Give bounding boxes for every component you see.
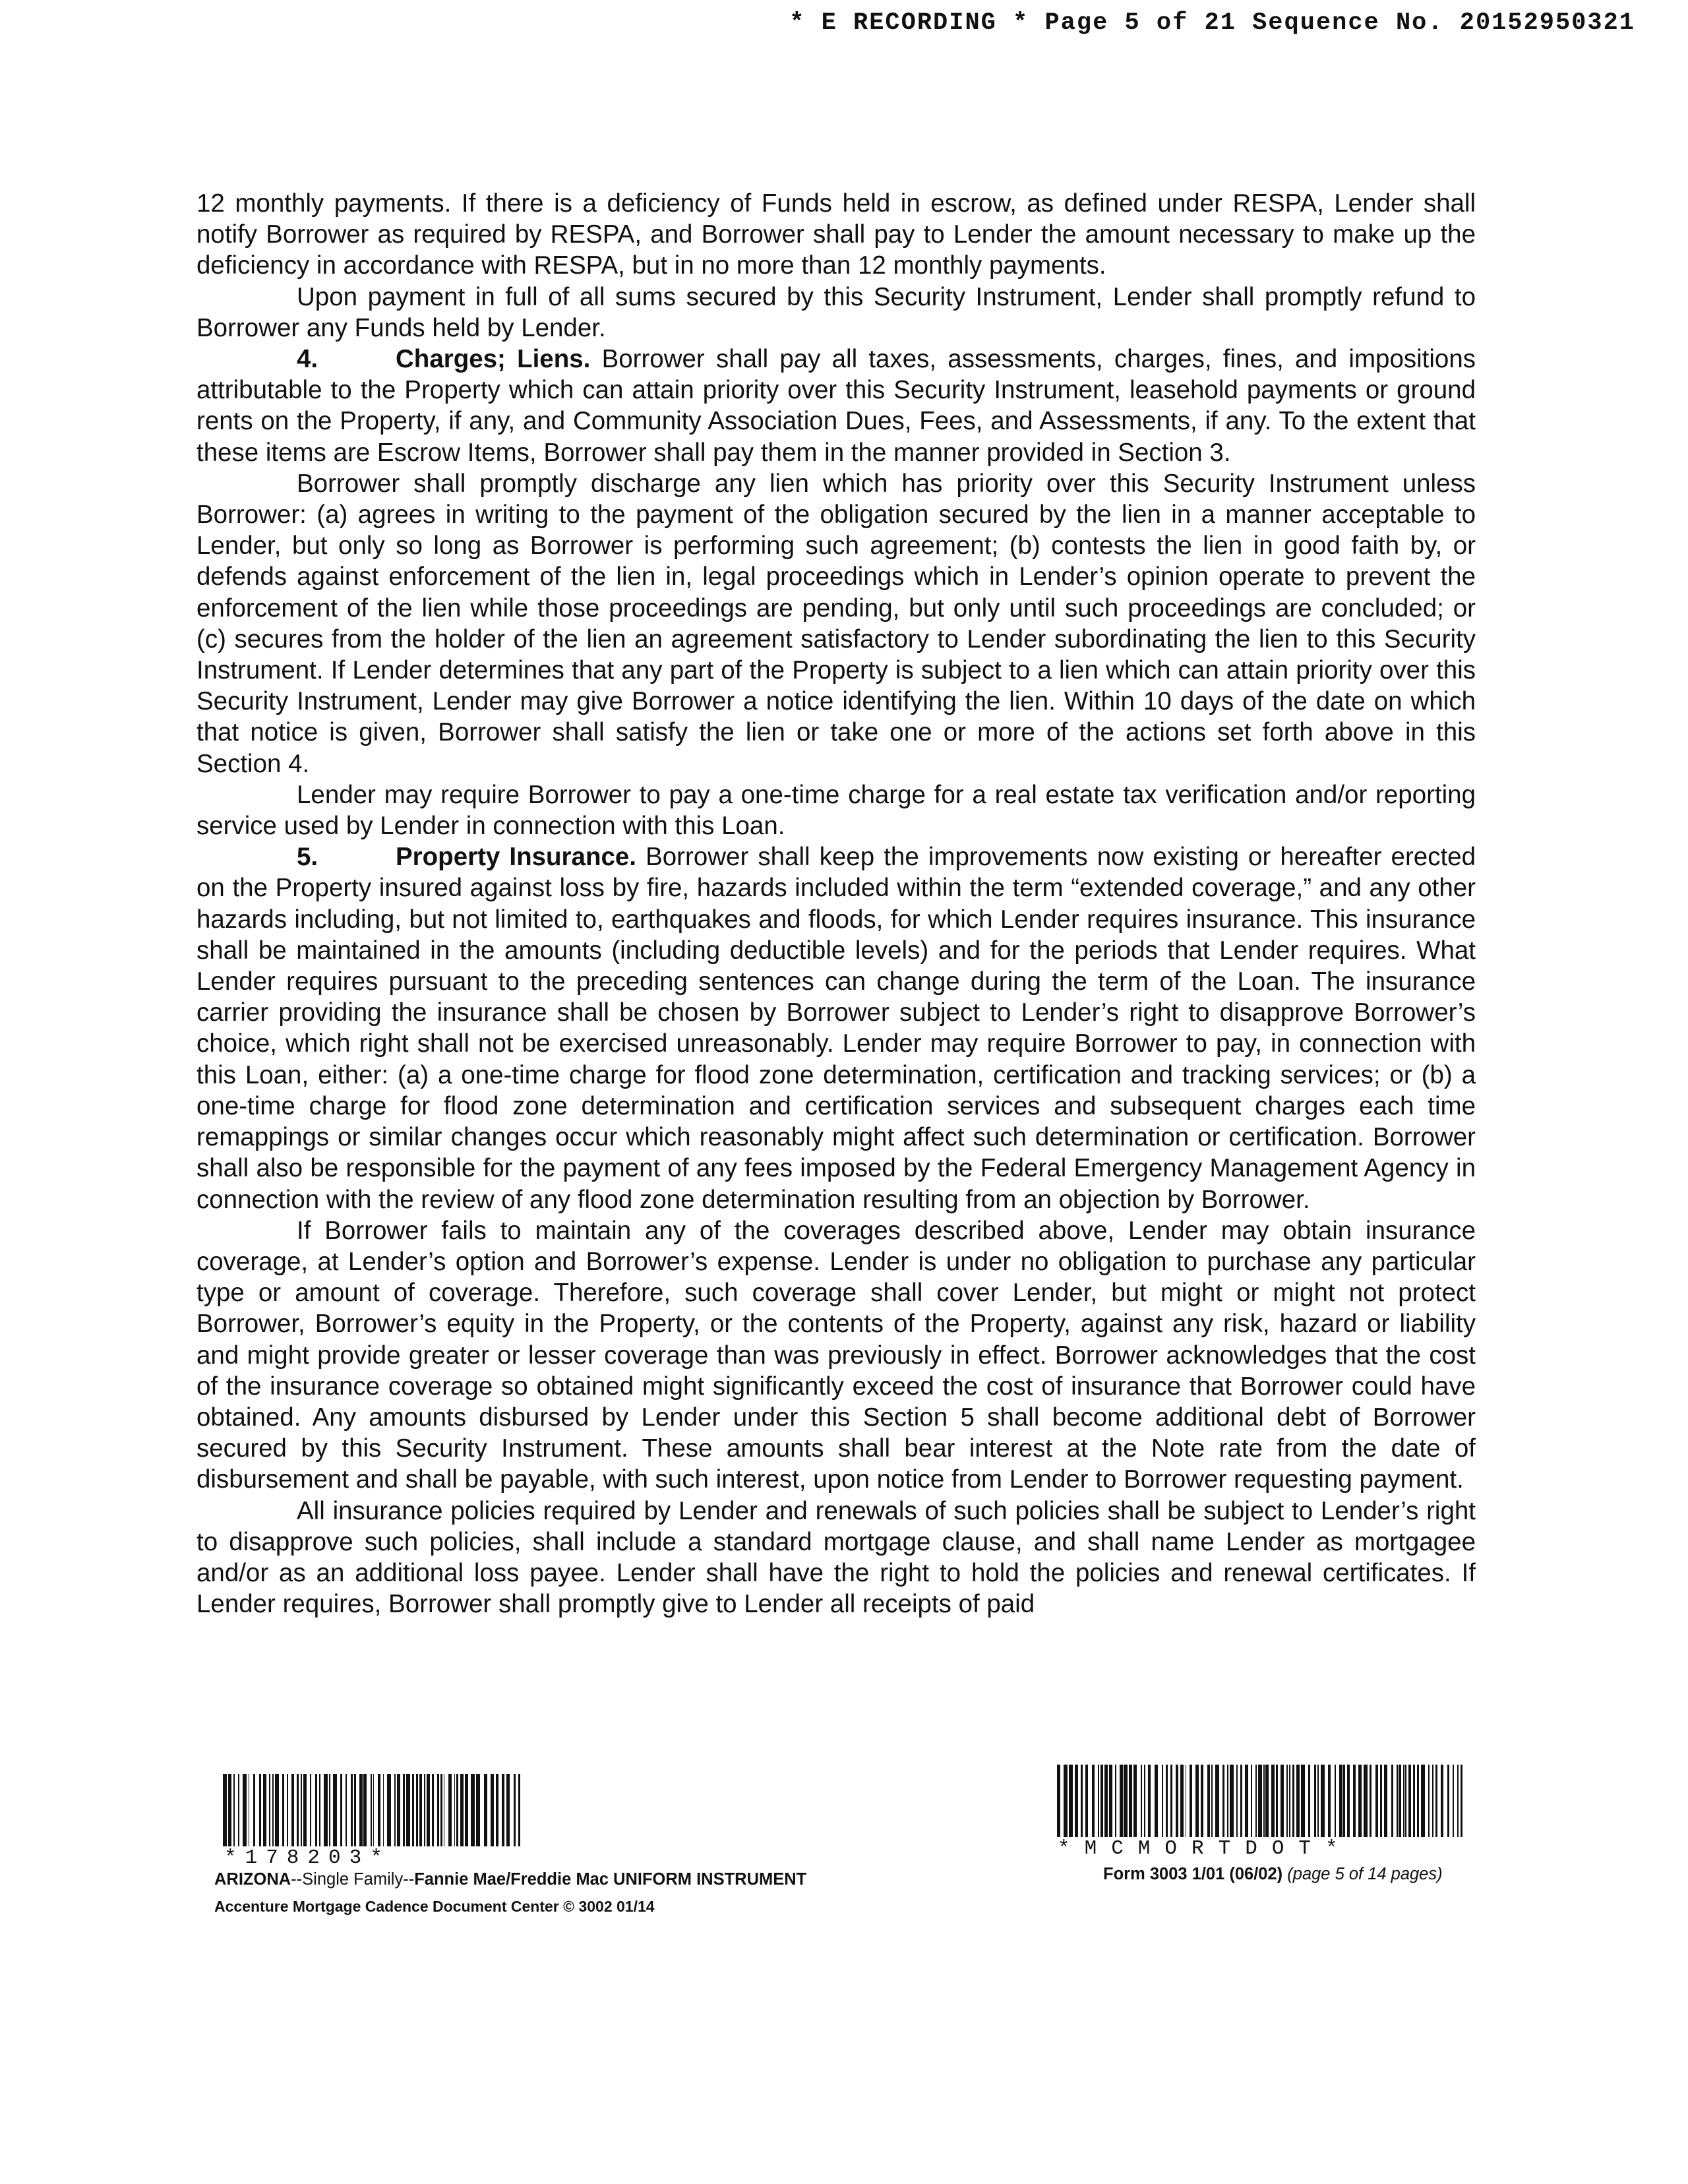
barcode-bar	[324, 1774, 328, 1846]
barcode-left	[223, 1774, 523, 1846]
barcode-bar	[315, 1774, 317, 1846]
barcode-bar	[1100, 1765, 1104, 1837]
barcode-bar	[1081, 1765, 1083, 1837]
barcode-bar	[378, 1774, 380, 1846]
barcode-bar	[1317, 1765, 1319, 1837]
barcode-bar	[518, 1774, 520, 1846]
barcode-bar	[406, 1774, 410, 1846]
barcode-bar	[1417, 1765, 1419, 1837]
barcode-bar	[1230, 1765, 1233, 1837]
barcode-bar	[1170, 1765, 1172, 1837]
barcode-bar	[387, 1774, 391, 1846]
barcode-bar	[287, 1774, 288, 1846]
barcode-bar	[1255, 1765, 1257, 1837]
barcode-bar	[424, 1774, 426, 1846]
barcode-bar	[412, 1774, 414, 1846]
barcode-bar	[1364, 1765, 1367, 1837]
barcode-bar	[1263, 1765, 1265, 1837]
barcode-right	[1057, 1765, 1466, 1837]
barcode-bar	[1432, 1765, 1434, 1837]
barcode-bar	[297, 1774, 299, 1846]
barcode-bar	[1124, 1765, 1127, 1837]
barcode-bar	[233, 1774, 235, 1846]
footer-state-separator: --Single Family--	[291, 1870, 415, 1889]
barcode-bar	[1413, 1765, 1415, 1837]
paragraph-insurance-policies: All insurance policies required by Lender and renewals of such policies shall be subject to Lender’s right to disapprove such policies, shall include a standard mortgage clause, and shall name Lender as mortgagee and/or as an additional loss payee. Lender shall have the right to hold the policies and renewal certificates. If Lender requires, Borrower shall promptly give to Lender all receipts of paid	[196, 1496, 1476, 1619]
section-4-title: Charges; Liens.	[396, 345, 591, 374]
barcode-bar	[1162, 1765, 1163, 1837]
barcode-bar	[1057, 1765, 1060, 1837]
barcode-bar	[506, 1774, 510, 1846]
barcode-bar	[1342, 1765, 1345, 1837]
barcode-bar	[363, 1774, 367, 1846]
barcode-bar	[1321, 1765, 1324, 1837]
footer-instrument-line	[214, 1870, 806, 1889]
barcode-bar	[496, 1774, 498, 1846]
barcode-bar	[359, 1774, 363, 1846]
barcode-bar	[243, 1774, 247, 1846]
barcode-bar	[448, 1774, 452, 1846]
barcode-bar	[249, 1774, 250, 1846]
barcode-bar	[1405, 1765, 1406, 1837]
barcode-bar	[1258, 1765, 1261, 1837]
paragraph-refund: Upon payment in full of all sums secured by this Security Instrument, Lender shall promptly refund to Borrower any Funds held by Lender.	[196, 282, 1476, 342]
barcode-bar	[403, 1774, 406, 1846]
barcode-bar	[1075, 1765, 1078, 1837]
barcode-bar	[1245, 1765, 1248, 1837]
barcode-bar	[275, 1774, 279, 1846]
barcode-bar	[1441, 1765, 1443, 1837]
barcode-bar	[427, 1774, 430, 1846]
barcode-bar	[1085, 1765, 1089, 1837]
barcode-bar	[223, 1774, 227, 1846]
barcode-bar	[1148, 1765, 1151, 1837]
section-4	[196, 344, 1476, 468]
barcode-bar	[340, 1774, 343, 1846]
barcode-bar	[1399, 1765, 1401, 1837]
barcode-bar	[1375, 1765, 1379, 1837]
barcode-bar	[1397, 1765, 1398, 1837]
barcode-bar	[419, 1774, 422, 1846]
barcode-bar	[282, 1774, 284, 1846]
barcode-bar	[1222, 1765, 1225, 1837]
barcode-bar	[1120, 1765, 1123, 1837]
footer-instrument: Fannie Mae/Freddie Mac UNIFORM INSTRUMENT	[414, 1870, 807, 1889]
barcode-bar	[291, 1774, 294, 1846]
barcode-bar	[1289, 1765, 1290, 1837]
barcode-bar	[1292, 1765, 1295, 1837]
barcode-bar	[465, 1774, 469, 1846]
section-4-number: 4.	[297, 345, 318, 374]
footer-publisher: Accenture Mortgage Cadence Document Center © 3002 01/14	[214, 1898, 655, 1915]
barcode-bar	[1069, 1765, 1072, 1837]
barcode-bar	[263, 1774, 266, 1846]
barcode-bar	[437, 1774, 439, 1846]
barcode-bar	[1265, 1765, 1269, 1837]
barcode-bar	[1133, 1765, 1137, 1837]
barcode-bar	[1296, 1765, 1300, 1837]
barcode-bar	[1064, 1765, 1067, 1837]
barcode-bar	[1227, 1765, 1228, 1837]
barcode-bar	[1166, 1765, 1168, 1837]
barcode-bar	[1104, 1765, 1108, 1837]
barcode-bar	[1403, 1765, 1404, 1837]
barcode-bar	[444, 1774, 445, 1846]
barcode-bar	[1428, 1765, 1430, 1837]
barcode-bar	[301, 1774, 302, 1846]
barcode-bar	[1380, 1765, 1382, 1837]
barcode-bar	[259, 1774, 262, 1846]
barcode-bar	[1155, 1765, 1158, 1837]
barcode-bar	[1286, 1765, 1288, 1837]
section-4-text: Borrower shall pay all taxes, assessments, charges, fines, and impositions attributable to the Property which can attain priority over this Security Instrument, leasehold payments or ground rents on the Property, if any, and Community Association Dues, Fees, and Assessments, if any. To the extent that these items are Escrow Items, Borrower shall pay them in the manner provided in Section 3.	[196, 345, 1476, 467]
barcode-bar	[1335, 1765, 1337, 1837]
paragraph-tax-verification: Lender may require Borrower to pay a one-time charge for a real estate tax verification and/or reporting service used by Lender in connection with this Loan.	[196, 780, 1476, 841]
barcode-bar	[432, 1774, 435, 1846]
barcode-bar	[1195, 1765, 1199, 1837]
barcode-bar	[303, 1774, 307, 1846]
barcode-bar	[346, 1774, 347, 1846]
barcode-bar	[1276, 1765, 1278, 1837]
barcode-bar	[1176, 1765, 1178, 1837]
section-5-text: Borrower shall keep the improvements now existing or hereafter erected on the Property insured against loss by fire, hazards included within the term “extended coverage,” and any other hazards including, but not limited to, earthquakes and floods, for which Lender requires insurance. This insurance shall be maintained in the amounts (including deductible levels) and for the periods that Lender requires. What Lender requires pursuant to the preceding sentences can change during the term of the Loan. The insurance carrier providing the insurance shall be chosen by Borrower subject to Lender’s right to disapprove Borrower’s choice, which right shall not be exercised unreasonably. Lender may require Borrower to pay, in connection with this Loan, either: (a) a one-time charge for flood zone determination, certification and tracking services; or (b) a one-time charge for flood zone determination and certification services and subsequent charges each time remappings or similar changes occur which reasonably might affect such determination or certification. Borrower shall also be responsible for the payment of any fees imposed by the Federal Emergency Management Agency in connection with the review of any flood zone determination resulting from an objection by Borrower.	[196, 843, 1476, 1214]
barcode-bar	[1421, 1765, 1424, 1837]
barcode-bar	[1141, 1765, 1142, 1837]
barcode-bar	[1115, 1765, 1117, 1837]
barcode-bar	[1207, 1765, 1211, 1837]
barcode-bar	[310, 1774, 312, 1846]
barcode-bar	[373, 1774, 375, 1846]
barcode-bar	[1186, 1765, 1187, 1837]
barcode-bar	[1109, 1765, 1112, 1837]
section-5-number: 5.	[297, 843, 318, 872]
barcode-bar	[228, 1774, 232, 1846]
barcode-bar	[1358, 1765, 1362, 1837]
barcode-bar	[1384, 1765, 1387, 1837]
footer-pages: (page 5 of 14 pages)	[1287, 1865, 1443, 1883]
barcode-bar	[397, 1774, 400, 1846]
barcode-bar	[371, 1774, 372, 1846]
barcode-bar	[1281, 1765, 1284, 1837]
footer-form-line	[1103, 1865, 1443, 1884]
barcode-bar	[1190, 1765, 1192, 1837]
barcode-bar	[1251, 1765, 1253, 1837]
document-body	[196, 188, 1476, 1620]
barcode-bar	[471, 1774, 475, 1846]
barcode-bar	[456, 1774, 458, 1846]
paragraph-lien-discharge: Borrower shall promptly discharge any lien which has priority over this Security Instrument unless Borrower: (a) agrees in writing to the payment of the obligation secured by the lien in a manner acceptable to Lender, but only so long as Borrower is performing such agreement; (b) contests the lien in good faith by, or defends against enforcement of the lien in, legal proceedings which in Lender’s opinion operate to prevent the enforcement of the lien while those proceedings are pending, but only until such proceedings are concluded; or (c) secures from the holder of the lien an agreement satisfactory to Lender subordinating the lien to this Security Instrument. If Lender determines that any part of the Property is subject to a lien which can attain priority over this Security Instrument, Lender may give Borrower a notice identifying the lien. Within 10 days of the date on which that notice is given, Borrower shall satisfy the lien or take one or more of the actions set forth above in this Section 4.	[196, 469, 1476, 778]
barcode-bar	[1236, 1765, 1238, 1837]
barcode-bar	[1347, 1765, 1350, 1837]
barcode-bar	[1447, 1765, 1450, 1837]
section-5-title: Property Insurance.	[396, 843, 636, 872]
barcode-bar	[1215, 1765, 1219, 1837]
barcode-bar	[354, 1774, 356, 1846]
barcode-bar	[1308, 1765, 1310, 1837]
barcode-bar	[319, 1774, 320, 1846]
barcode-right-caption: *MCMORTDOT*	[1058, 1837, 1352, 1860]
barcode-bar	[1457, 1765, 1459, 1837]
barcode-bar	[502, 1774, 504, 1846]
barcode-bar	[1461, 1765, 1463, 1837]
barcode-bar	[476, 1774, 480, 1846]
paragraph-coverage-failure: If Borrower fails to maintain any of the coverages described above, Lender may obtain insurance coverage, at Lender’s option and Borrower’s expense. Lender is under no obligation to purchase any particular type or amount of coverage. Therefore, such coverage shall cover Lender, but might or might not protect Borrower, Borrower’s equity in the Property, or the contents of the Property, against any risk, hazard or liability and might provide greater or lesser coverage than was previously in effect. Borrower acknowledges that the cost of the insurance coverage so obtained might significantly exceed the cost of insurance that Borrower could have obtained. Any amounts disbursed by Lender under this Section 5 shall become additional debt of Borrower secured by this Security Instrument. These amounts shall bear interest at the Note rate from the date of disbursement and shall be payable, with such interest, upon notice from Lender to Borrower requesting payment.	[196, 1216, 1476, 1494]
barcode-bar	[514, 1774, 516, 1846]
recording-header: * E RECORDING * Page 5 of 21 Sequence No. 20152950321	[789, 9, 1635, 37]
barcode-bar	[1391, 1765, 1394, 1837]
barcode-bar	[1328, 1765, 1331, 1837]
barcode-bar	[272, 1774, 274, 1846]
barcode-bar	[1098, 1765, 1099, 1837]
barcode-bar	[1240, 1765, 1242, 1837]
barcode-bar	[1144, 1765, 1145, 1837]
barcode-bar	[1453, 1765, 1454, 1837]
barcode-bar	[484, 1774, 488, 1846]
barcode-bar	[1435, 1765, 1437, 1837]
barcode-bar	[269, 1774, 271, 1846]
barcode-bar	[1408, 1765, 1411, 1837]
barcode-bar	[491, 1774, 494, 1846]
barcode-bar	[460, 1774, 464, 1846]
footer-form: Form 3003 1/01 (06/02)	[1103, 1865, 1283, 1883]
barcode-bar	[1314, 1765, 1317, 1837]
barcode-bar	[238, 1774, 240, 1846]
barcode-bar	[1339, 1765, 1342, 1837]
footer-state: ARIZONA	[214, 1870, 291, 1889]
barcode-left-caption: *178203*	[224, 1846, 391, 1869]
barcode-bar	[1370, 1765, 1372, 1837]
section-5	[196, 841, 1476, 1215]
barcode-bar	[383, 1774, 384, 1846]
barcode-bar	[394, 1774, 396, 1846]
barcode-bar	[1129, 1765, 1132, 1837]
barcode-bar	[1353, 1765, 1356, 1837]
barcode-bar	[351, 1774, 353, 1846]
barcode-bar	[1180, 1765, 1184, 1837]
barcode-bar	[416, 1774, 418, 1846]
barcode-bar	[1301, 1765, 1304, 1837]
barcode-bar	[454, 1774, 456, 1846]
barcode-bar	[329, 1774, 330, 1846]
barcode-bar	[1092, 1765, 1095, 1837]
barcode-bar	[1201, 1765, 1203, 1837]
barcode-bar	[440, 1774, 442, 1846]
barcode-bar	[253, 1774, 255, 1846]
barcode-bar	[1271, 1765, 1275, 1837]
barcode-bar	[333, 1774, 337, 1846]
paragraph-escrow-deficiency: 12 monthly payments. If there is a deficiency of Funds held in escrow, as defined under RESPA, Lender shall notify Borrower as required by RESPA, and Borrower shall pay to Lender the amount necessary to make up the deficiency in accordance with RESPA, but in no more than 12 monthly payments.	[196, 189, 1476, 280]
barcode-bar	[1211, 1765, 1213, 1837]
